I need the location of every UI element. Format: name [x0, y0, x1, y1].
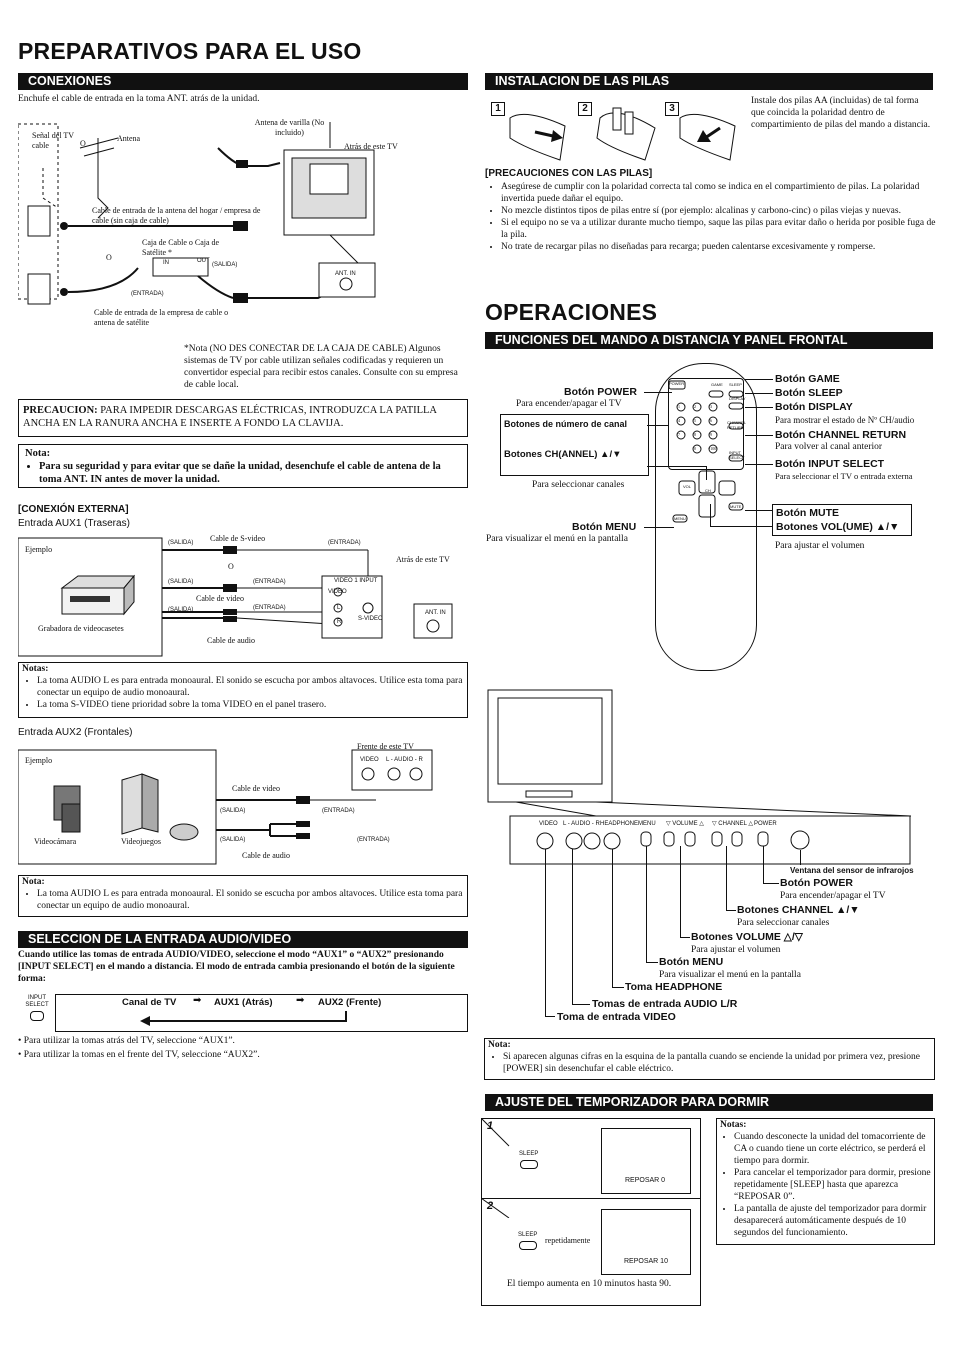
aux1-salida-2: (SALIDA) [168, 579, 194, 585]
sleep-button-2[interactable] [519, 1241, 537, 1250]
panel-volume: Botones VOLUME △/▽ [691, 931, 803, 943]
panel-label-headphone: HEADPHONE [600, 821, 639, 827]
aux1-atras-tv: Atrás de este TV [396, 555, 450, 564]
remote-key-mute[interactable]: MUTE [730, 504, 742, 509]
nota-panel-box [484, 1038, 935, 1080]
callout-numeros: Botones de número de canal [504, 419, 628, 429]
label-salida: (SALIDA) [212, 262, 238, 268]
callout-box-mute-vol [772, 504, 912, 536]
label-atras-tv: Atrás de este TV [344, 142, 398, 151]
remote-key-2[interactable]: 2 [694, 404, 696, 409]
panel-video: Toma de entrada VIDEO [557, 1011, 676, 1023]
nota-panel-text: • Si aparecen algunas cifras en la esquina de la pantalla cuando se enciende la unidad por primera vez, presione [POWER] sin desenchufar el cable eléctrico. [503, 1051, 930, 1075]
prec-pilas-3: • Si el equipo no se va a utilizar durante mucho tiempo, saque las pilas para evitar daño o herida por posible fuga de la pila. [501, 217, 941, 241]
callout-mute: Botón MUTE [776, 507, 839, 519]
panel-channel-sub: Para seleccionar canales [737, 918, 830, 928]
remote-key-plus100[interactable]: +100 [708, 446, 717, 451]
remote-key-power[interactable]: POWER [669, 381, 685, 386]
callout-ch-return-sub: Para volver al canal anterior [775, 442, 883, 452]
sleep-repetidamente: repetidamente [545, 1236, 591, 1245]
sleep-reposar-10: REPOSAR 10 [624, 1258, 668, 1265]
callout-box-numeros [500, 414, 649, 476]
aux1-grabadora: Grabadora de videocasetes [38, 624, 124, 633]
panel-menu-sub: Para visualizar el menú en la pantalla [659, 970, 801, 980]
notas-aux1-box [18, 662, 468, 718]
callout-ch: Botones CH(ANNEL) ▲/▼ [504, 449, 622, 460]
aux2-frente-tv: Frente de este TV [357, 742, 414, 751]
panel-power: Botón POWER [780, 877, 853, 889]
sleep-button-1[interactable] [520, 1160, 538, 1169]
aux2-videocamara: Videocámara [34, 837, 77, 846]
remote-key-7[interactable]: 7 [678, 432, 680, 437]
label-antena-varilla: Antena de varilla (No incluido) [254, 118, 325, 137]
remote-key-9[interactable]: 9 [710, 432, 712, 437]
label-o1: O [80, 139, 86, 148]
input-select-button-icon: INPUT SELECT [18, 995, 56, 1025]
remote-key-1[interactable]: 1 [678, 404, 680, 409]
sleep-notas-box [716, 1118, 935, 1245]
callout-vol-sub: Para ajustar el volumen [775, 541, 865, 551]
page-title-prep: PREPARATIVOS PARA EL USO [18, 38, 362, 64]
label-out: OUT [197, 258, 210, 264]
label-cable-hogar: Cable de entrada de la antena del hogar / empresa de cable (sin caja de cable) [92, 206, 261, 225]
callout-menu-sub: Para visualizar el menú en la pantalla [486, 534, 628, 544]
aux1-cable-svideo: Cable de S-video [210, 534, 266, 543]
callout-menu: Botón MENU [572, 521, 637, 533]
section-header-conexiones: CONEXIONES [18, 73, 468, 90]
panel-label-audio: L - AUDIO - R [563, 821, 600, 827]
aux1-salida-3: (SALIDA) [168, 607, 194, 613]
pilas-text: Instale dos pilas AA (incluidas) de tal forma que coincida la polaridad dentro de compartimiento de pilas del mando a distancia. [751, 96, 931, 130]
label-caja: Caja de Cable o Caja de Satélite * [142, 238, 220, 257]
aux2-ejemplo: Ejemplo [25, 756, 53, 765]
panel-label-video: VIDEO [539, 821, 558, 827]
step-3-icon: 3 [665, 102, 679, 116]
aux1-video1-input: VIDEO 1 INPUT [334, 578, 378, 584]
panel-menu: Botón MENU [659, 956, 724, 968]
sleep-nota-3: • La pantalla de ajuste del temporizador para dormir desaparecerá automáticamente después de 10 segundos del funcionamiento. [734, 1203, 931, 1239]
sleep-step-2: 2 [487, 1200, 494, 1212]
panel-label-channel: ▽ CHANNEL △ [712, 821, 754, 827]
cycle-aux1: AUX1 (Atrás) [214, 997, 273, 1008]
aux2-salida-1: (SALIDA) [220, 808, 246, 814]
aux2-videojuegos: Videojuegos [121, 837, 161, 846]
sleep-nota-2: • Para cancelar el temporizador para dormir, presione repetidamente [SLEEP] hasta que aparezca “REPOSAR 0”. [734, 1167, 931, 1203]
nota-aux2-label: Nota: [22, 877, 45, 887]
step-corner-marks [481, 1118, 511, 1218]
section-header-seleccion: SELECCION DE LA ENTRADA AUDIO/VIDEO [18, 931, 468, 948]
remote-key-8[interactable]: 8 [694, 432, 696, 437]
precaucion-label: PRECAUCION: [23, 405, 98, 416]
label-cable-empresa: Cable de entrada de la empresa de cable o antena de satélite [94, 308, 229, 327]
precaucion-text: PARA IMPEDIR DESCARGAS ELÉCTRICAS, INTRODUZCA LA PATILLA ANCHA EN LA RANURA ANCHA E INSERTE A FONDO LA CLAVIJA. [23, 405, 437, 429]
cycle-canal-tv: Canal de TV [122, 997, 177, 1008]
nota-box-antena [18, 444, 468, 488]
remote-key-3[interactable]: 3 [710, 404, 712, 409]
prec-pilas-1: • Asegúrese de cumplir con la polaridad correcta tal como se indica en el compartimiento de pilas. La polaridad invertida puede dañar el equipo. [501, 181, 941, 205]
tv-front-panel-illustration [486, 688, 936, 868]
callout-display-sub: Para mostrar el estado de Nº CH/audio [775, 415, 915, 425]
aux1-svideo: S-VIDEO [358, 616, 383, 622]
remote-key-0[interactable]: 0 [694, 446, 696, 451]
remote-key-game[interactable]: GAME [711, 382, 723, 387]
section-header-temporizador: AJUSTE DEL TEMPORIZADOR PARA DORMIR [485, 1094, 933, 1111]
nota-panel-label: Nota: [488, 1040, 511, 1050]
prec-pilas-header: [PRECAUCIONES CON LAS PILAS] [485, 168, 653, 179]
callout-sleep: Botón SLEEP [775, 387, 843, 399]
nota-aux1-2: • La toma S-VIDEO tiene prioridad sobre la toma VIDEO en el panel trasero. [37, 699, 463, 711]
arrow-icon: ➡ [296, 995, 305, 1006]
callout-display: Botón DISPLAY [775, 401, 853, 413]
remote-key-menu[interactable]: MENU [674, 516, 686, 521]
nota-caja-cable: *Nota (NO DES CONECTAR DE LA CAJA DE CABLE) Algunos sistemas de TV por cable utilizan señales codificadas y requieren un convertidor especial para recibir estos canales. Consulte con su empresa de cable local. [184, 344, 458, 390]
sleep-notas-label: Notas: [720, 1120, 747, 1130]
remote-key-channel-return[interactable]: CHANNEL RETURN [727, 420, 746, 430]
panel-audio: Tomas de entrada AUDIO L/R [592, 998, 738, 1010]
panel-power-sub: Para encender/apagar el TV [780, 891, 886, 901]
callout-game: Botón GAME [775, 373, 840, 385]
panel-label-volume: ▽ VOLUME △ [666, 821, 704, 827]
sleep-button-label-2: SLEEP [518, 1232, 538, 1238]
callout-power: Botón POWER [564, 386, 637, 398]
remote-key-4[interactable]: 4 [678, 418, 680, 423]
notas-aux1-label: Notas: [22, 664, 49, 674]
label-antena: Antena [117, 134, 141, 143]
callout-input-select-sub: Para seleccionar el TV o entrada externa [775, 471, 913, 481]
nota-aux2-text: • La toma AUDIO L es para entrada monoaural. El sonido se escucha por ambos altavoces. Utilice esta toma para conectar un equipo de audio monoaural. [37, 888, 463, 912]
aux1-l: L [337, 605, 341, 611]
aux2-audio-lr: L - AUDIO - R [386, 757, 423, 763]
sleep-screen-1 [601, 1128, 691, 1194]
arrow-icon: ➡ [193, 995, 202, 1006]
step-1-icon: 1 [491, 102, 505, 116]
remote-key-display[interactable]: DISPLAY [729, 396, 746, 401]
aux1-ejemplo: Ejemplo [25, 545, 53, 554]
precaucion-box [18, 399, 468, 437]
remote-key-vol[interactable]: VOL [683, 484, 692, 489]
callout-ch-sub: Para seleccionar canales [532, 480, 625, 490]
aux1-entrada-2: (ENTRADA) [253, 579, 286, 585]
nota-aux1-1: • La toma AUDIO L es para entrada monoaural. El sonido se escucha por ambos altavoces. Utilice esta toma para conectar un equipo de audio monoaural. [37, 675, 463, 699]
seleccion-text: Cuando utilice las tomas de entrada AUDIO/VIDEO, seleccione el modo “AUX1” o “AUX2” presionando [INPUT SELECT] en el mando a distancia. El modo de entrada cambia presionando el botón de la siguiente forma: [18, 950, 455, 984]
return-arrow-icon [136, 1009, 356, 1027]
aux1-cable-audio: Cable de audio [207, 636, 255, 645]
remote-key-sleep[interactable]: SLEEP [729, 382, 742, 387]
aux2-entrada-2: (ENTRADA) [357, 837, 390, 843]
aux1-salida-1: (SALIDA) [168, 540, 194, 546]
callout-power-sub: Para encender/apagar el TV [516, 399, 622, 409]
label-o2: O [106, 253, 112, 262]
sleep-reposar-0: REPOSAR 0 [625, 1177, 666, 1184]
sleep-screen-2 [601, 1209, 691, 1275]
sleep-nota-1: • Cuando desconecte la unidad del tomacorriente de CA o cuando tiene un corte eléctrico, se perderá el tiempo para dormir. [734, 1131, 931, 1167]
aux2-video: VIDEO [360, 757, 379, 763]
prec-pilas-4: • No trate de recargar pilas no diseñadas para recarga; pueden calentarse excesivamente y romperse. [501, 241, 941, 253]
aux1-title: Entrada AUX1 (Traseras) [18, 518, 130, 529]
conexion-externa-header: [CONEXIÓN EXTERNA] [18, 504, 129, 515]
label-senal: Señal del TV cable [32, 131, 74, 150]
aux2-cable-audio: Cable de audio [242, 851, 290, 860]
seleccion-bullet-1: • Para utilizar la tomas atrás del TV, seleccione “AUX1”. [18, 1036, 235, 1046]
nota-text: • Para su seguridad y para evitar que se dañe la unidad, desenchufe el cable de antena de la toma ANT. IN antes de mover la unidad. [39, 460, 461, 486]
panel-label-power: POWER [754, 821, 777, 827]
prec-pilas-2: • No mezcle distintos tipos de pilas entre sí (por ejemplo: alcalinas y carbono-cinc) o pilas viejas y nuevas. [501, 205, 941, 217]
panel-headphone: Toma HEADPHONE [625, 981, 723, 993]
nota-aux2-box [18, 875, 468, 917]
sleep-tiempo: El tiempo aumenta en 10 minutos hasta 90. [507, 1279, 672, 1289]
label-entrada: (ENTRADA) [131, 291, 164, 297]
remote-key-ch[interactable]: CH [705, 488, 711, 493]
input-cycle-box [55, 994, 468, 1032]
remote-key-input-select[interactable]: INPUT SELECT [729, 450, 745, 460]
aux1-entrada-1: (ENTRADA) [328, 540, 361, 546]
aux1-cable-video: Cable de video [196, 594, 244, 603]
step-2-icon: 2 [578, 102, 592, 116]
page-title-ops: OPERACIONES [485, 299, 658, 325]
label-ant-in: ANT. IN [335, 271, 356, 277]
callout-ch-return: Botón CHANNEL RETURN [775, 429, 907, 441]
sleep-button-label-1: SLEEP [519, 1151, 539, 1157]
seleccion-bullet-2: • Para utilizar la tomas en el frente del TV, seleccione “AUX2”. [18, 1050, 260, 1060]
section-header-funciones: FUNCIONES DEL MANDO A DISTANCIA Y PANEL FRONTAL [485, 332, 933, 349]
panel-label-menu: MENU [638, 821, 656, 827]
panel-sensor: Ventana del sensor de infrarojos [790, 866, 914, 875]
aux2-cable-video: Cable de video [232, 784, 280, 793]
remote-key-5[interactable]: 5 [694, 418, 696, 423]
aux2-entrada-1: (ENTRADA) [322, 808, 355, 814]
section-header-pilas: INSTALACION DE LAS PILAS [485, 73, 933, 90]
remote-key-6[interactable]: 6 [710, 418, 712, 423]
panel-channel: Botones CHANNEL ▲/▼ [737, 904, 860, 916]
callout-vol: Botones VOL(UME) ▲/▼ [776, 521, 900, 533]
aux1-r: R [337, 619, 342, 625]
callout-input-select: Botón INPUT SELECT [775, 458, 885, 470]
nota-label: Nota: [25, 448, 51, 459]
aux2-title: Entrada AUX2 (Frontales) [18, 727, 133, 738]
aux2-salida-2: (SALIDA) [220, 837, 246, 843]
aux1-ant-in: ANT. IN [425, 610, 446, 616]
prec-pilas-list [487, 181, 941, 253]
battery-install-illustration [505, 98, 745, 168]
aux1-video-label: VIDEO [328, 589, 347, 595]
aux1-entrada-3: (ENTRADA) [253, 605, 286, 611]
label-in: IN [163, 260, 169, 266]
conexiones-intro: Enchufe el cable de entrada en la toma ANT. atrás de la unidad. [18, 94, 260, 104]
cycle-aux2: AUX2 (Frente) [318, 997, 382, 1008]
panel-volume-sub: Para ajustar el volumen [691, 945, 781, 955]
aux1-o: O [228, 562, 234, 571]
sleep-step-1: 1 [487, 1120, 494, 1132]
